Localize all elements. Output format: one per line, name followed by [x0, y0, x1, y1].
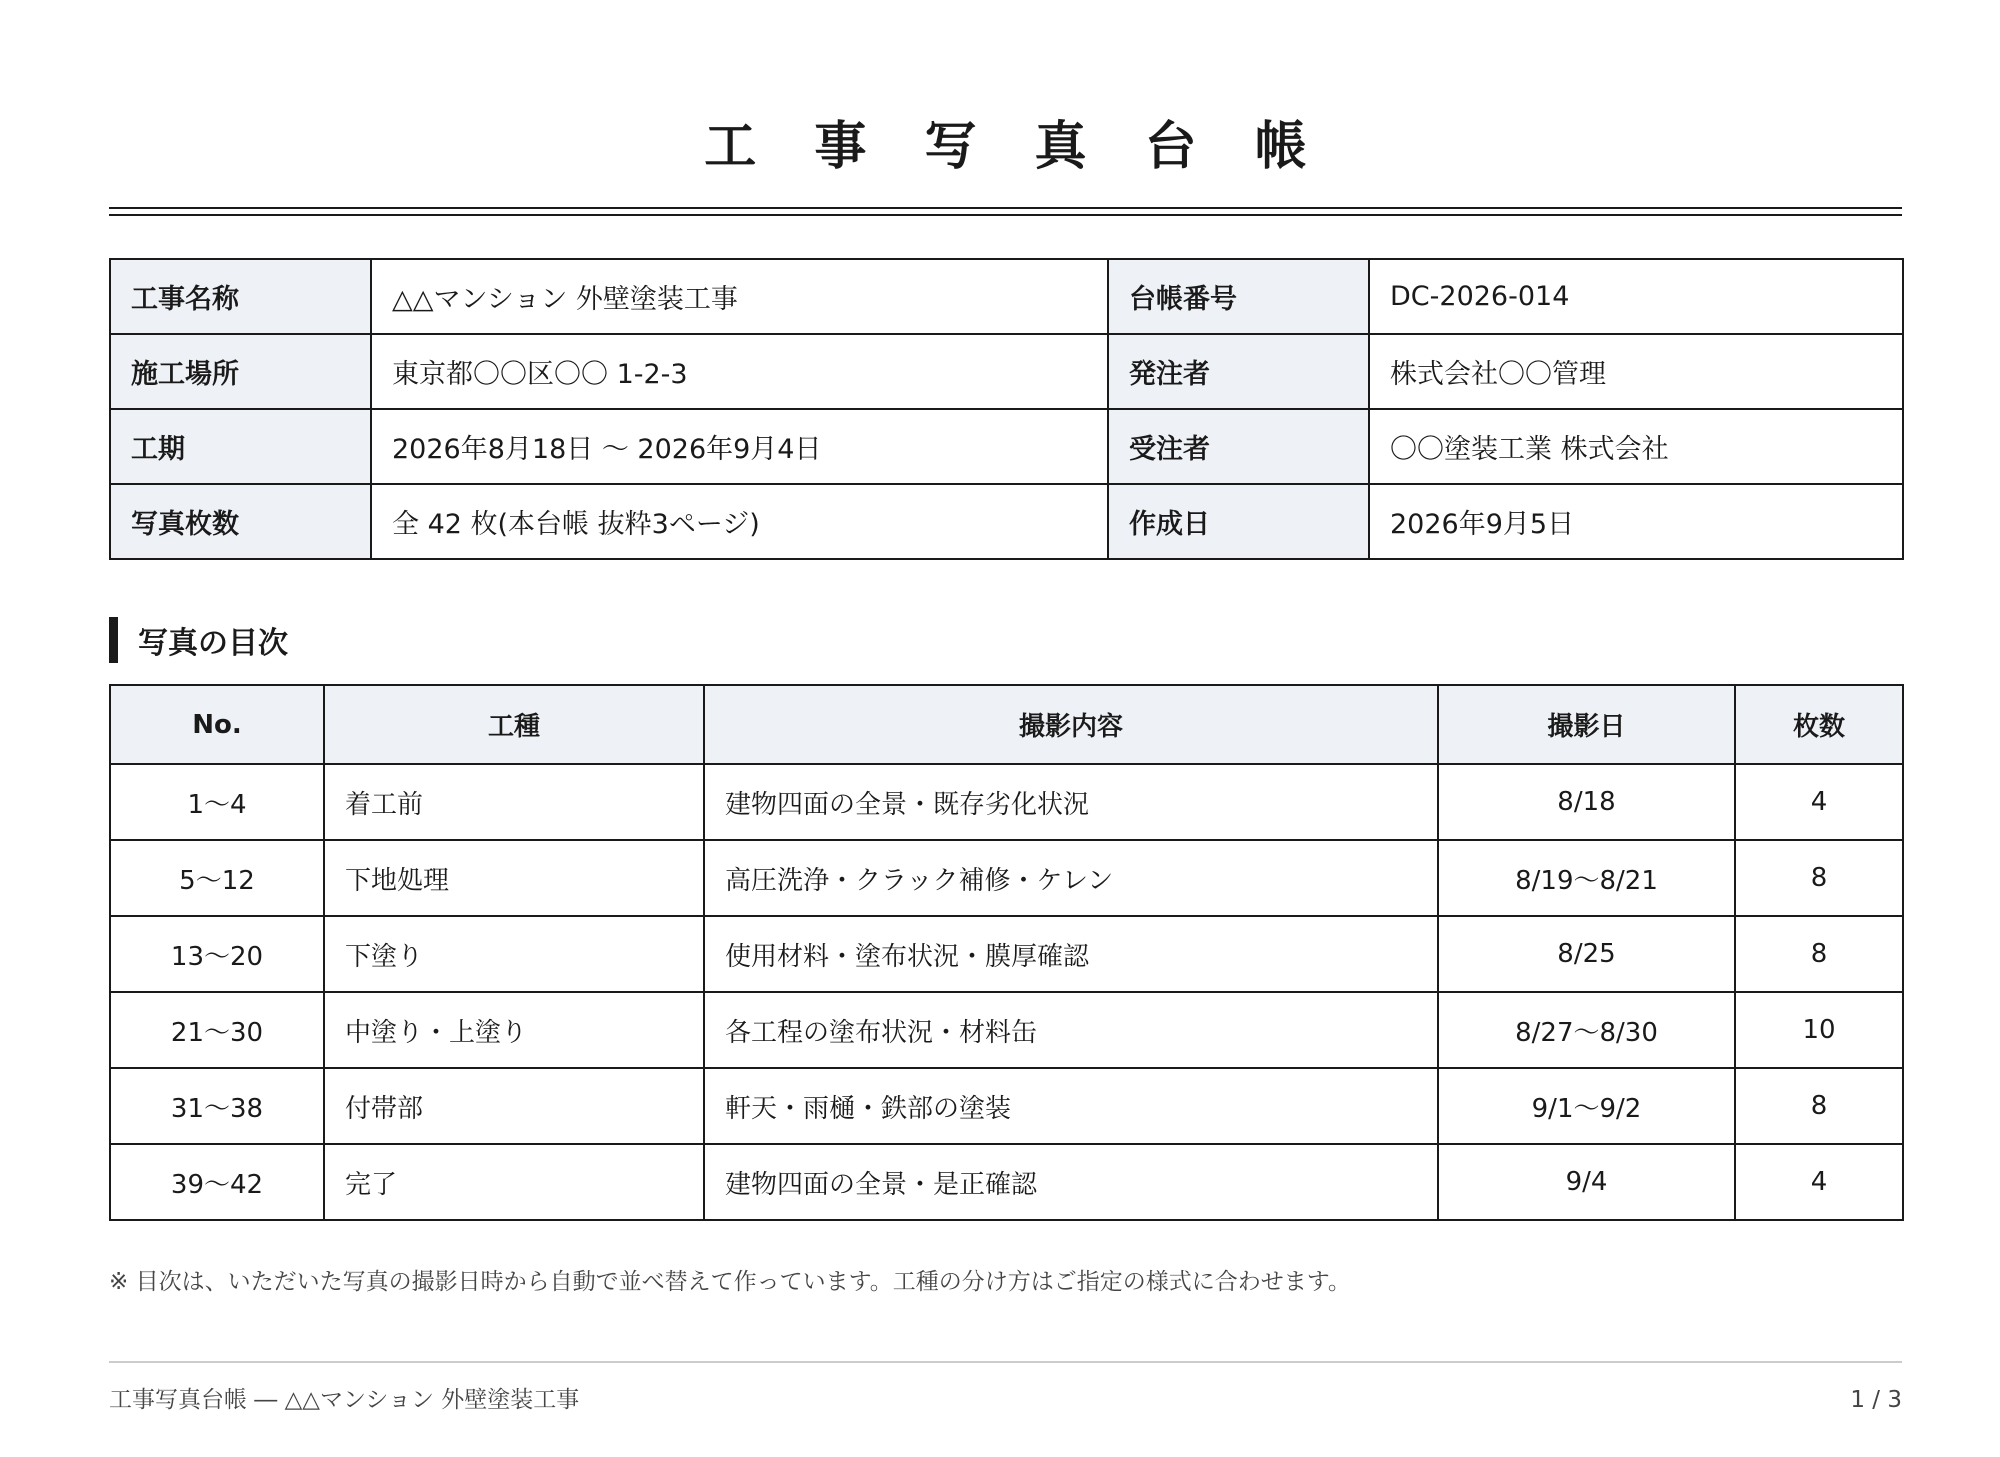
info-label: 工事名称	[110, 259, 371, 334]
toc-cell-count: 8	[1735, 840, 1903, 916]
info-label: 発注者	[1108, 334, 1369, 409]
toc-cell-no: 5〜12	[110, 840, 324, 916]
info-value: 2026年9月5日	[1369, 484, 1903, 559]
document-page	[109, 0, 1902, 1457]
info-label: 受注者	[1108, 409, 1369, 484]
toc-cell-type: 付帯部	[324, 1068, 704, 1144]
info-value: 2026年8月18日 〜 2026年9月4日	[371, 409, 1108, 484]
toc-cell-count: 8	[1735, 916, 1903, 992]
toc-header-count: 枚数	[1735, 685, 1903, 764]
toc-header-no: No.	[110, 685, 324, 764]
toc-heading-text: 写真の目次	[138, 626, 288, 661]
toc-cell-content: 高圧洗浄・クラック補修・ケレン	[704, 840, 1438, 916]
table-row	[110, 764, 1903, 840]
info-label: 工期	[110, 409, 371, 484]
info-label: 施工場所	[110, 334, 371, 409]
toc-header-date: 撮影日	[1438, 685, 1735, 764]
toc-cell-type: 着工前	[324, 764, 704, 840]
toc-cell-date: 8/19〜8/21	[1438, 840, 1735, 916]
info-value: 全 42 枚(本台帳 抜粋3ページ)	[371, 484, 1108, 559]
title-double-rule	[109, 207, 1902, 216]
toc-cell-date: 9/4	[1438, 1144, 1735, 1220]
footer-divider	[109, 1361, 1902, 1363]
toc-cell-count: 4	[1735, 764, 1903, 840]
section-marker-bar	[109, 617, 118, 663]
table-row	[110, 1068, 1903, 1144]
toc-cell-no: 13〜20	[110, 916, 324, 992]
footer-document-name: 工事写真台帳 ― △△マンション 外壁塗装工事	[109, 1387, 580, 1413]
info-value: DC-2026-014	[1369, 259, 1903, 334]
toc-cell-count: 4	[1735, 1144, 1903, 1220]
toc-cell-type: 下地処理	[324, 840, 704, 916]
info-row	[110, 259, 1903, 334]
toc-cell-type: 下塗り	[324, 916, 704, 992]
toc-cell-no: 39〜42	[110, 1144, 324, 1220]
photo-toc-table	[109, 684, 1904, 1221]
toc-cell-no: 21〜30	[110, 992, 324, 1068]
table-row	[110, 840, 1903, 916]
toc-cell-no: 1〜4	[110, 764, 324, 840]
toc-cell-type: 中塗り・上塗り	[324, 992, 704, 1068]
project-info-table	[109, 258, 1904, 560]
toc-cell-no: 31〜38	[110, 1068, 324, 1144]
table-row	[110, 916, 1903, 992]
toc-header-type: 工種	[324, 685, 704, 764]
table-row	[110, 1144, 1903, 1220]
toc-cell-date: 9/1〜9/2	[1438, 1068, 1735, 1144]
footer-page-number: 1 / 3	[1850, 1387, 1902, 1413]
info-row	[110, 409, 1903, 484]
toc-cell-content: 使用材料・塗布状況・膜厚確認	[704, 916, 1438, 992]
toc-cell-content: 各工程の塗布状況・材料缶	[704, 992, 1438, 1068]
info-value: 〇〇塗装工業 株式会社	[1369, 409, 1903, 484]
info-value: △△マンション 外壁塗装工事	[371, 259, 1108, 334]
toc-cell-date: 8/27〜8/30	[1438, 992, 1735, 1068]
document-title: 工 事 写 真 台 帳	[704, 117, 1327, 177]
table-row	[110, 992, 1903, 1068]
info-row	[110, 334, 1903, 409]
toc-cell-content: 軒天・雨樋・鉄部の塗装	[704, 1068, 1438, 1144]
toc-cell-date: 8/18	[1438, 764, 1735, 840]
toc-cell-type: 完了	[324, 1144, 704, 1220]
toc-cell-content: 建物四面の全景・既存劣化状況	[704, 764, 1438, 840]
info-value: 株式会社〇〇管理	[1369, 334, 1903, 409]
info-label: 写真枚数	[110, 484, 371, 559]
toc-header-row	[110, 685, 1903, 764]
toc-note: ※ 目次は、いただいた写真の撮影日時から自動で並べ替えて作っています。工種の分け方はご指定の様式に合わせます。	[109, 1269, 1351, 1295]
toc-cell-date: 8/25	[1438, 916, 1735, 992]
info-label: 台帳番号	[1108, 259, 1369, 334]
info-value: 東京都〇〇区〇〇 1-2-3	[371, 334, 1108, 409]
info-row	[110, 484, 1903, 559]
toc-cell-count: 10	[1735, 992, 1903, 1068]
info-label: 作成日	[1108, 484, 1369, 559]
toc-cell-content: 建物四面の全景・是正確認	[704, 1144, 1438, 1220]
toc-cell-count: 8	[1735, 1068, 1903, 1144]
toc-section-heading	[109, 616, 288, 664]
toc-header-content: 撮影内容	[704, 685, 1438, 764]
